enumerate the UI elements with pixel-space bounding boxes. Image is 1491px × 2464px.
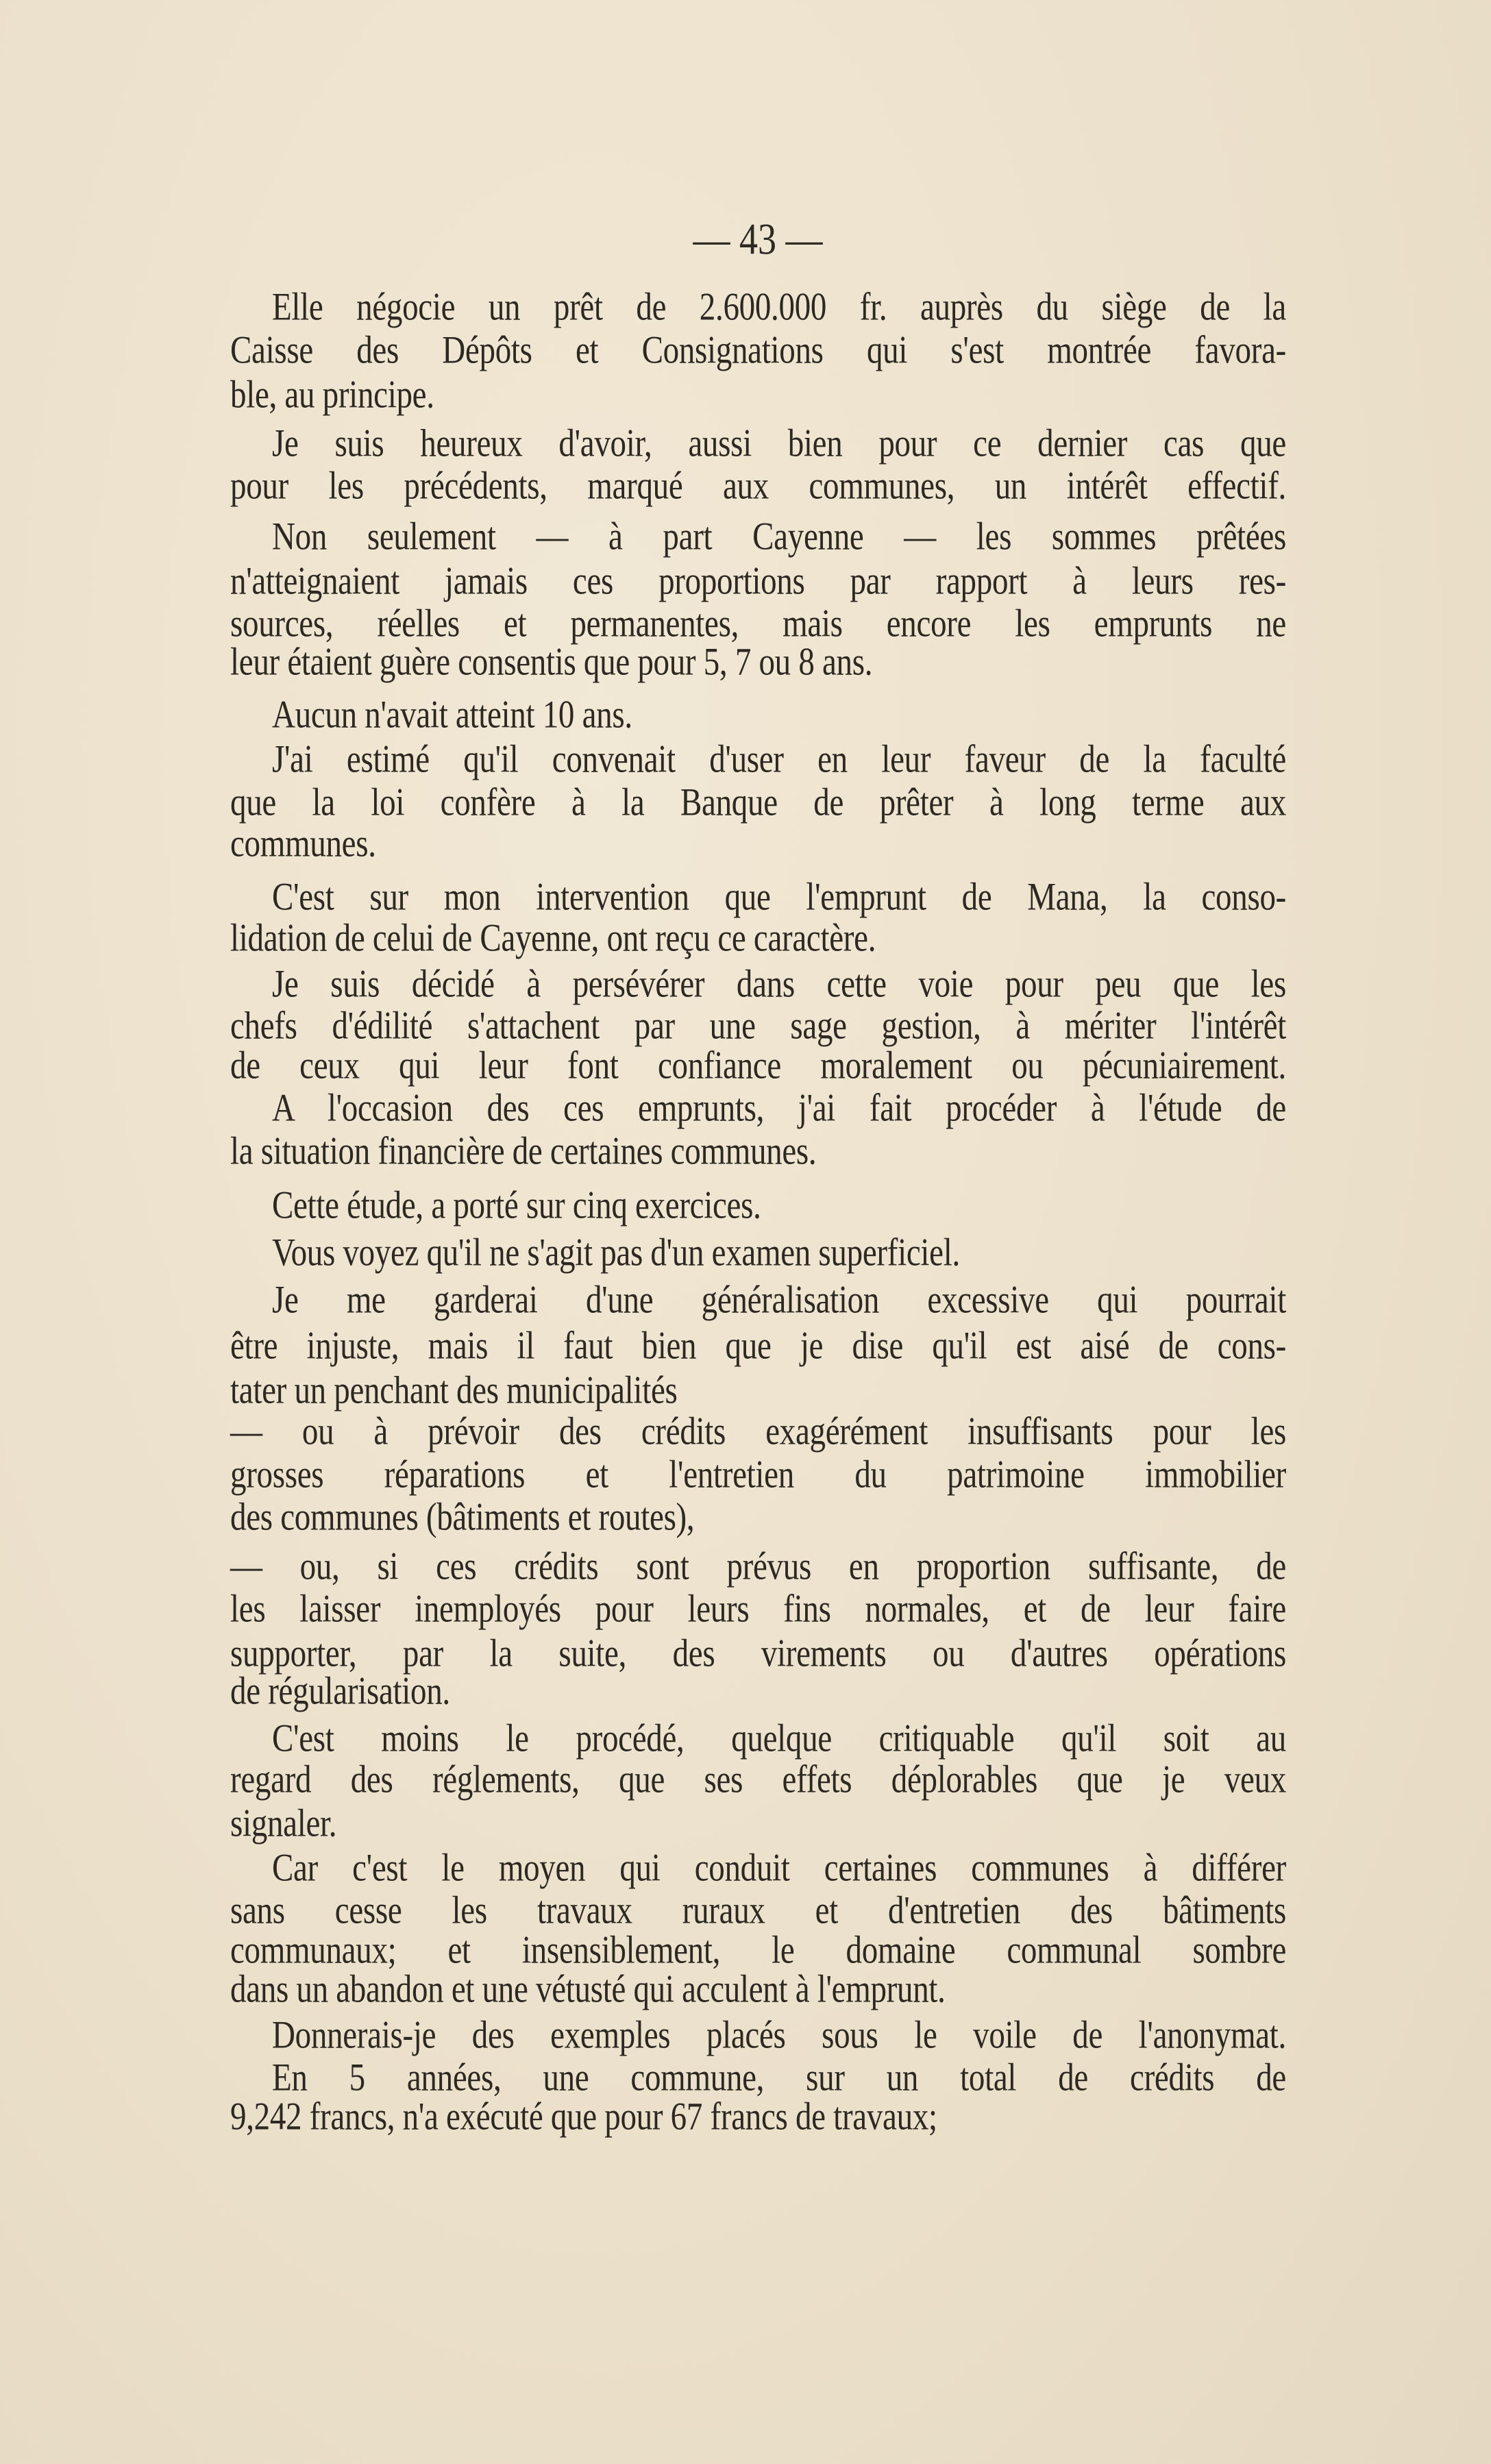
page-number: — 43 — [693, 214, 823, 264]
text-line: sans cesse les travaux ruraux et d'entretien des bâtiments [230, 1888, 1286, 1932]
text-line: grosses réparations et l'entretien du patrimoine immobilier [230, 1453, 1286, 1496]
text-line: — ou, si ces crédits sont prévus en proportion suffisante, de [230, 1544, 1286, 1588]
text-line: de ceux qui leur font confiance moralement ou pécuniairement. [230, 1044, 1286, 1087]
text-line: C'est moins le procédé, quelque critiquable qu'il soit au [272, 1716, 1286, 1760]
text-line: Aucun n'avait atteint 10 ans. [272, 693, 632, 737]
text-line: de régularisation. [230, 1669, 450, 1713]
text-line: Elle négocie un prêt de 2.600.000 fr. auprès du siège de la [272, 285, 1286, 329]
text-line: Je suis heureux d'avoir, aussi bien pour ce dernier cas que [272, 421, 1286, 465]
text-line: ble, au principe. [230, 373, 434, 417]
text-line: n'atteignaient jamais ces proportions par rapport à leurs res- [230, 559, 1286, 603]
text-line: communes. [230, 822, 376, 865]
text-line: Cette étude, a porté sur cinq exercices. [272, 1183, 761, 1227]
text-line: communaux; et insensiblement, le domaine communal sombre [230, 1928, 1286, 1972]
text-line: leur étaient guère consentis que pour 5, 7 ou 8 ans. [230, 640, 873, 684]
text-line: signaler. [230, 1801, 337, 1845]
text-line: 9,242 francs, n'a exécuté que pour 67 francs de travaux; [230, 2095, 937, 2139]
text-line: des communes (bâtiments et routes), [230, 1495, 695, 1539]
text-line: Je suis décidé à persévérer dans cette voie pour peu que les [272, 962, 1286, 1006]
text-line: être injuste, mais il faut bien que je dise qu'il est aisé de cons- [230, 1324, 1286, 1368]
text-line: Donnerais-je des exemples placés sous le voile de l'anonymat. [272, 2013, 1286, 2057]
text-line: pour les précédents, marqué aux communes, un intérêt effectif. [230, 464, 1286, 508]
text-line: la situation financière de certaines communes. [230, 1129, 817, 1173]
text-line: Vous voyez qu'il ne s'agit pas d'un examen superficiel. [272, 1231, 960, 1274]
text-line: J'ai estimé qu'il convenait d'user en leur faveur de la faculté [272, 737, 1286, 781]
text-line: En 5 années, une commune, sur un total de crédits de [272, 2056, 1286, 2099]
text-line: que la loi confère à la Banque de prêter à long terme aux [230, 780, 1286, 824]
text-line: C'est sur mon intervention que l'emprunt de Mana, la conso- [272, 875, 1286, 919]
text-line: — ou à prévoir des crédits exagérément insuffisants pour les [230, 1409, 1286, 1453]
text-line: les laisser inemployés pour leurs fins normales, et de leur faire [230, 1587, 1286, 1631]
text-line: A l'occasion des ces emprunts, j'ai fait procéder à l'étude de [272, 1086, 1286, 1130]
text-line: chefs d'édilité s'attachent par une sage gestion, à mériter l'intérêt [230, 1004, 1286, 1048]
text-line: supporter, par la suite, des virements ou d'autres opérations [230, 1631, 1286, 1675]
text-line: sources, réelles et permanentes, mais encore les emprunts ne [230, 602, 1286, 645]
text-line: Caisse des Dépôts et Consignations qui s'est montrée favora- [230, 328, 1286, 372]
text-line: Je me garderai d'une généralisation excessive qui pourrait [272, 1278, 1286, 1322]
text-line: regard des réglements, que ses effets déplorables que je veux [230, 1758, 1286, 1801]
text-line: tater un penchant des municipalités [230, 1368, 678, 1412]
text-line: dans un abandon et une vétusté qui acculent à l'emprunt. [230, 1967, 946, 2011]
text-line: Non seulement — à part Cayenne — les sommes prêtées [272, 515, 1286, 558]
text-line: lidation de celui de Cayenne, ont reçu ce caractère. [230, 916, 876, 960]
text-line: Car c'est le moyen qui conduit certaines communes à différer [272, 1846, 1286, 1890]
